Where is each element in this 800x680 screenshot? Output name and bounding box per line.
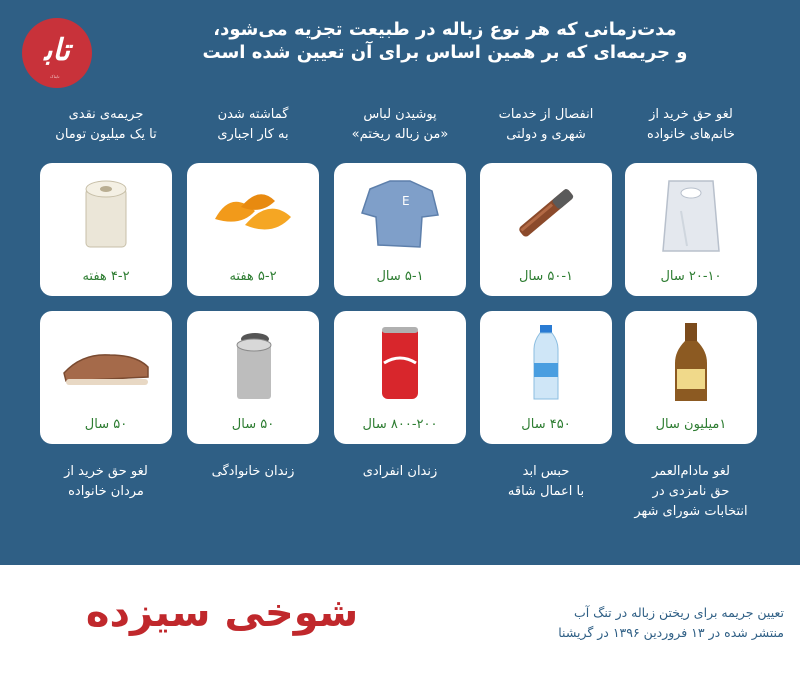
caption-bottom-4 xyxy=(187,462,319,482)
caption-line: با اعمال شاقه xyxy=(507,484,585,499)
card-tin-can xyxy=(187,311,319,444)
peel-icon xyxy=(203,171,303,255)
caption-line: تا یک میلیون تومان xyxy=(55,127,157,142)
headline xyxy=(110,18,780,64)
footer-note xyxy=(418,603,784,643)
caption-line: انتخابات شورای شهر xyxy=(634,504,748,519)
caption-top-1 xyxy=(625,105,757,145)
card-shirt xyxy=(334,163,466,296)
caption-line: زندان انفرادی xyxy=(362,464,438,479)
caption-top-3 xyxy=(334,105,466,145)
caption-bottom-3 xyxy=(334,462,466,482)
duration-label: ۵۰-۱ سال xyxy=(518,269,574,284)
caption-line: حبس ابد xyxy=(522,464,570,479)
svg-text:E: E xyxy=(402,194,410,208)
caption-line: زندان خانوادگی xyxy=(211,464,295,479)
duration-label: ۵۰ سال xyxy=(231,417,275,432)
headline-line-2: و جریمه‌ای که بر همین اساس برای آن تعیین شده است xyxy=(202,42,688,63)
card-tissue-roll xyxy=(40,163,172,296)
caption-line: به کار اجباری xyxy=(217,127,289,142)
card-orange-peel xyxy=(187,163,319,296)
caption-top-2 xyxy=(480,105,612,145)
caption-line: خانم‌های خانواده xyxy=(647,127,735,142)
tin-can-icon xyxy=(203,319,303,403)
duration-label: ۲۰-۱۰ سال xyxy=(660,269,722,284)
shoe-icon xyxy=(56,319,156,403)
duration-label: ۵۰ سال xyxy=(84,417,128,432)
caption-line: لغو حق خرید از xyxy=(64,464,148,479)
card-shoe xyxy=(40,311,172,444)
logo-text: تابناک xyxy=(50,74,60,79)
caption-line: انفصال از خدمات xyxy=(498,107,594,122)
duration-label: ۸۰۰-۲۰۰ سال xyxy=(362,417,438,432)
caption-bottom-5 xyxy=(40,462,172,502)
beer-bottle-icon xyxy=(641,319,741,403)
footer-note-line-1: تعیین جریمه برای ریختن زباله در تنگ آب xyxy=(573,605,784,620)
card-cigarette-filter xyxy=(480,163,612,296)
caption-line: لغو مادام‌العمر xyxy=(652,464,730,479)
caption-line: پوشیدن لباس xyxy=(363,107,437,122)
caption-bottom-2 xyxy=(480,462,612,502)
tissue-icon xyxy=(56,171,156,255)
water-bottle-icon xyxy=(496,319,596,403)
caption-line: لغو حق خرید از xyxy=(649,107,733,122)
footer-title: شوخی سیزده xyxy=(85,590,359,636)
duration-label: ۴۵۰ سال xyxy=(521,417,571,432)
site-logo[interactable] xyxy=(22,18,92,88)
caption-top-4 xyxy=(187,105,319,145)
caption-line: مردان خانواده xyxy=(68,484,144,499)
footer-note-line-2: منتشر شده در ۱۳ فروردین ۱۳۹۶ در گریشنا xyxy=(558,625,784,640)
caption-line: جریمه‌ی نقدی xyxy=(68,107,144,122)
shirt-icon xyxy=(350,171,450,255)
filter-icon xyxy=(496,171,596,255)
bag-icon xyxy=(641,171,741,255)
logo-mark: ﺗﺎﺑ xyxy=(44,33,70,68)
caption-top-5 xyxy=(40,105,172,145)
soda-can-icon xyxy=(350,319,450,403)
caption-line: شهری و دولتی xyxy=(506,127,586,142)
duration-label: ۵-۲ هفته xyxy=(229,269,277,284)
caption-line: «من زباله ریختم» xyxy=(351,127,449,142)
duration-label: ۴-۲ هفته xyxy=(82,269,130,284)
duration-label: ۵-۱ سال xyxy=(376,269,424,284)
headline-line-1: مدت‌زمانی که هر نوع زباله در طبیعت تجزیه می‌شود، xyxy=(213,19,677,40)
card-plastic-bag xyxy=(625,163,757,296)
caption-bottom-1 xyxy=(625,462,757,522)
caption-line: گماشته شدن xyxy=(217,107,289,122)
card-soda-can xyxy=(334,311,466,444)
caption-line: حق نامزدی در xyxy=(652,484,730,499)
duration-label: ۱میلیون سال xyxy=(655,417,727,432)
card-beer-bottle xyxy=(625,311,757,444)
card-water-bottle xyxy=(480,311,612,444)
